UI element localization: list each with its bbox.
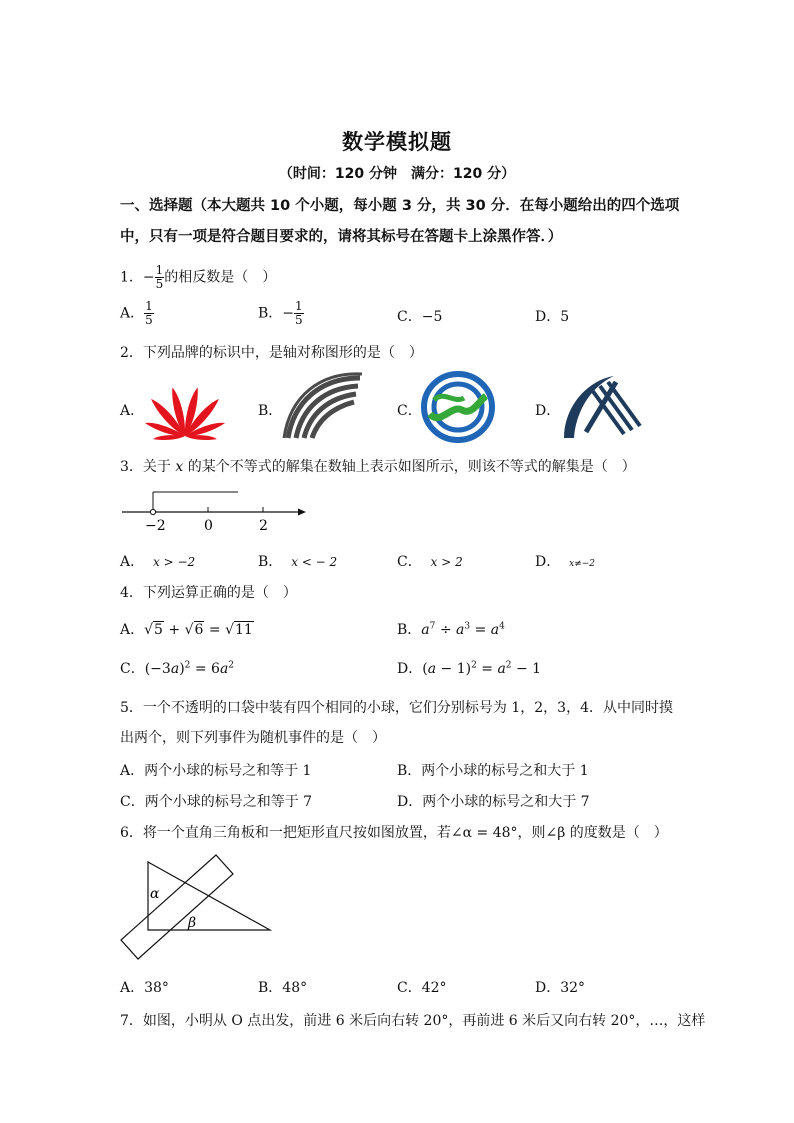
q5-option-b[interactable]: B．两个小球的标号之和大于 1 — [397, 763, 589, 779]
beta-label: β — [188, 915, 197, 931]
q5-option-d[interactable]: D．两个小球的标号之和大于 7 — [397, 794, 590, 810]
q4-option-d[interactable]: D．$(a - 1)^2 = a^2 - 1$ — [397, 660, 542, 677]
question-5-line2: 出两个，则下列事件为随机事件的是（ ） — [120, 730, 386, 746]
question-6-stem: 6．将一个直角三角板和一把矩形直尺按如图放置，若∠α = 48°，则∠β 的度数是（ ） — [120, 825, 668, 841]
q3-option-b[interactable]: B． x < − 2 — [258, 554, 338, 570]
question-2-stem: 2．下列品牌的标识中，是轴对称图形的是（ ） — [120, 345, 423, 361]
alpha-label: α — [150, 886, 160, 902]
question-7-stem: 7．如图，小明从 O 点出发，前进 6 米后向右转 20°，再前进 6 米后又向右转 20°，…，这样 — [120, 1013, 706, 1029]
q6-option-a[interactable]: A．38° — [120, 980, 169, 996]
q3-option-a[interactable]: A． x > −2 — [120, 554, 196, 570]
q2-option-c-label[interactable]: C． — [397, 403, 422, 419]
exam-subtitle: （时间：120 分钟 满分：120 分） — [278, 166, 516, 182]
q3-option-c[interactable]: C． x > 2 — [397, 554, 463, 570]
q6-option-c[interactable]: C．42° — [397, 980, 447, 996]
q1-option-c[interactable]: C．−5 — [397, 309, 443, 325]
q1-option-a[interactable]: A． $\frac{1}{5}$ — [120, 299, 153, 327]
number-line — [118, 486, 318, 534]
china-mobile-logo — [420, 370, 496, 444]
q4-option-b[interactable]: B．$a^7 \div a^3 = a^4$ — [397, 621, 505, 638]
fraction: $\frac{1}{5}$ — [155, 263, 164, 291]
question-5-line1: 5．一个不透明的口袋中装有四个相同的小球，它们分别标号为 1，2，3，4．从中同时摸 — [120, 700, 673, 716]
q6-option-b[interactable]: B．48° — [258, 980, 308, 996]
x-logo — [558, 372, 642, 442]
exam-title: 数学模拟题 — [342, 130, 452, 154]
gray-arcs-logo — [280, 372, 364, 440]
huawei-logo — [142, 372, 228, 440]
q5-option-c[interactable]: C．两个小球的标号之和等于 7 — [120, 794, 313, 810]
tick-label: −2 — [145, 518, 166, 534]
question-1-stem: 1．− $\frac{1}{5}$ 的相反数是（ ） — [120, 263, 277, 291]
q2-option-b-label[interactable]: B． — [258, 403, 283, 419]
section-header: 一、选择题（本大题共 10 个小题，每小题 3 分，共 30 分．在每小题给出的四个选项中，只有一项是符合题目要求的，请将其标号在答题卡上涂黑作答．） — [120, 198, 680, 245]
question-4-stem: 4．下列运算正确的是（ ） — [120, 585, 297, 601]
q4-option-c[interactable]: C．$(-3a)^2 = 6a^2$ — [120, 660, 235, 677]
q2-option-d-label[interactable]: D． — [535, 403, 561, 419]
tick-label: 0 — [204, 518, 213, 534]
tick-label: 2 — [259, 518, 268, 534]
question-3-stem: 3．关于 x 的某个不等式的解集在数轴上表示如图所示，则该不等式的解集是（ ） — [120, 459, 636, 475]
q6-option-d[interactable]: D．32° — [535, 980, 586, 996]
q1-option-b[interactable]: B．− $\frac{1}{5}$ — [258, 299, 303, 327]
triangle-ruler-figure — [118, 852, 278, 964]
q5-option-a[interactable]: A．两个小球的标号之和等于 1 — [120, 763, 312, 779]
q2-option-a-label[interactable]: A． — [120, 403, 145, 419]
q1-option-d[interactable]: D．5 — [535, 309, 570, 325]
q3-option-d[interactable]: D． x≠−2 — [535, 554, 596, 570]
q4-option-a[interactable]: A．√5 + √6 = √11 — [120, 622, 253, 638]
